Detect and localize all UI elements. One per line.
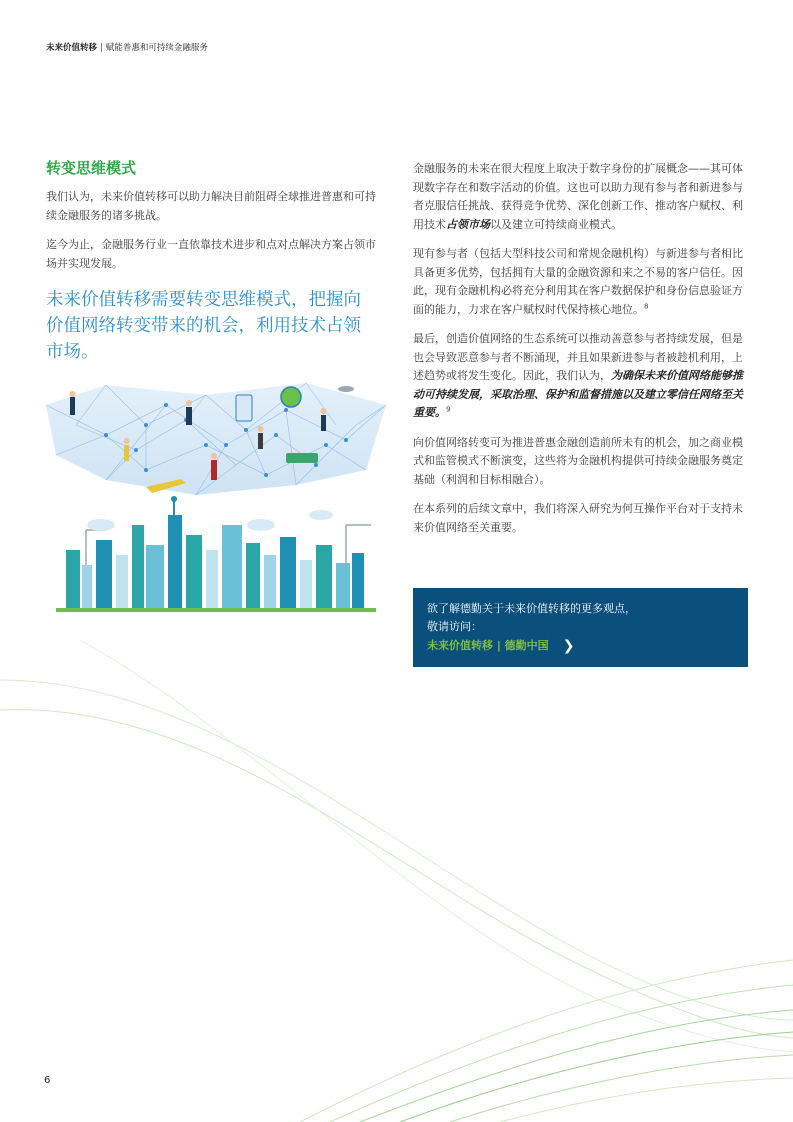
footnote-ref-9: 9 <box>446 405 451 414</box>
right-paragraph-1-text-a: 金融服务的未来在很大程度上取决于数字身份的扩展概念——其可体现数字存在和数字活动的价值。这也可以助力现有参与者和新进参与者克服信任挑战、获得竞争优势、深化创新工作、推动客户赋权、利用技术 <box>413 162 743 231</box>
right-paragraph-1-emphasis: 占领市场 <box>446 217 490 231</box>
left-paragraph-1: 我们认为，未来价值转移可以助力解决目前阻碍全球推进普惠和可持续金融服务的诸多挑战。 <box>46 190 376 222</box>
page-number: 6 <box>44 1075 51 1086</box>
chevron-right-icon[interactable]: ❯ <box>562 638 575 654</box>
running-header <box>46 41 208 53</box>
header-separator: | <box>100 43 103 53</box>
right-paragraph-3 <box>413 330 748 423</box>
right-paragraph-1-text-b: 以及建立可持续商业模式。 <box>490 217 622 231</box>
drone-icon <box>338 386 354 392</box>
cta-link-text[interactable]: 未来价值转移 | 德勤中国 <box>427 639 549 652</box>
section-heading: 转变思维模式 <box>46 159 137 177</box>
right-paragraph-5: 在本系列的后续文章中，我们将深入研究为何互操作平台对于支持未来价值网络至关重要。 <box>413 502 743 534</box>
header-subtitle: 赋能普惠和可持续金融服务 <box>105 43 208 53</box>
right-paragraph-2 <box>413 245 748 319</box>
ground <box>56 608 376 612</box>
right-paragraph-1 <box>413 160 748 234</box>
ship-icon <box>286 453 318 463</box>
right-column <box>413 160 748 548</box>
smart-city-network-illustration <box>46 375 386 620</box>
footnote-ref-8: 8 <box>644 301 649 310</box>
cta-line-1: 欲了解德勤关于未来价值转移的更多观点， <box>427 602 636 615</box>
cta-line-2: 敬请访问： <box>427 620 482 633</box>
pull-quote: 未来价值转移需要转变思维模式，把握向价值网络转变带来的机会，利用技术占领市场。 <box>46 290 361 362</box>
right-paragraph-2-text: 现有参与者（包括大型科技公司和常规金融机构）与新进参与者相比具备更多优势，包括拥有大量的金融资源和来之不易的客户信任。因此，现有金融机构必将充分利用其在客户数据保护和身份信息验证方面的能力，力求在客户赋权时代保持核心地位。 <box>413 247 743 316</box>
right-paragraph-4: 向价值网络转变可为推进普惠金融创造前所未有的机会，加之商业模式和监管模式不断演变，这些将为金融机构提供可持续金融服务奠定基础（利润和目标相融合）。 <box>413 435 743 486</box>
right-paragraph-3-text: 最后，创造价值网络的生态系统可以推动善意参与者持续发展，但是也会导致恶意参与者不断涌现，并且如果新进参与者被趁机利用，上述趋势或将发生变化。因此，我们认为， <box>413 332 743 382</box>
decorative-waves <box>0 640 793 1122</box>
left-paragraph-2: 迄今为止，金融服务行业一直依靠技术进步和点对点解决方案占领市场并实现发展。 <box>46 238 376 270</box>
header-title: 未来价值转移 <box>46 43 98 53</box>
phone-icon <box>236 395 252 421</box>
globe-icon <box>281 387 301 407</box>
clouds <box>87 510 333 531</box>
left-column <box>46 158 386 365</box>
right-paragraph-3-emphasis: 为确保未来价值网络能够推动可持续发展，采取治理、保护和监督措施以及建立零信任网络至关重要。 <box>413 369 743 419</box>
